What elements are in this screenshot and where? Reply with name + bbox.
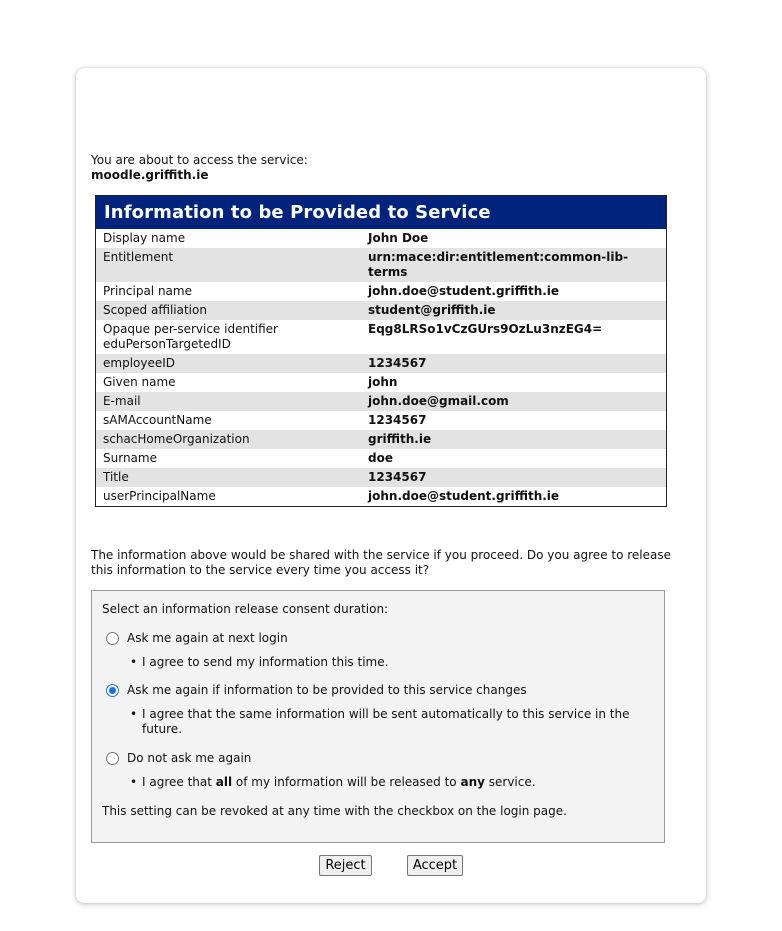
attribute-label: Title — [103, 470, 129, 484]
attribute-value: 1234567 — [368, 413, 427, 427]
attribute-value: john — [368, 375, 398, 389]
table-heading: Information to be Provided to Service — [96, 196, 666, 229]
attribute-label: Display name — [103, 231, 186, 245]
option-next-login[interactable] — [102, 630, 654, 646]
attribute-label: Entitlement — [103, 250, 174, 264]
option-do-not-ask[interactable] — [102, 750, 654, 766]
table-row — [96, 248, 666, 282]
attributes-table — [95, 195, 667, 507]
table-body — [96, 229, 666, 506]
intro-text — [91, 153, 308, 183]
reject-button[interactable]: Reject — [319, 855, 372, 876]
option-next-login-label[interactable]: Ask me again at next login — [127, 631, 288, 645]
attribute-label: Scoped affiliation — [103, 303, 207, 317]
table-row — [96, 487, 666, 506]
table-row — [96, 411, 666, 430]
attribute-label: Surname — [103, 451, 157, 465]
table-row — [96, 229, 666, 248]
table-row — [96, 392, 666, 411]
bullet-icon: • — [130, 775, 138, 789]
note-emphasis-any: any — [460, 775, 485, 789]
service-name: moodle.griffith.ie — [91, 168, 209, 182]
attribute-value: John Doe — [368, 231, 429, 245]
attribute-value: Eqg8LRSo1vCzGUrs9OzLu3nzEG4= — [368, 322, 603, 336]
note-part: service. — [484, 775, 536, 789]
consent-question: The information above would be shared with the service if you proceed. Do you agree to release this information to the service every time you access it? — [91, 548, 672, 577]
option-next-login-note — [130, 655, 654, 670]
attribute-value: 1234567 — [368, 356, 427, 370]
attribute-label: schacHomeOrganization — [103, 432, 250, 446]
attribute-label: sAMAccountName — [103, 413, 212, 427]
attribute-value: john.doe@student.griffith.ie — [368, 284, 560, 298]
option-do-not-ask-label[interactable]: Do not ask me again — [127, 751, 252, 765]
table-row — [96, 282, 666, 301]
radio-info-changes[interactable] — [106, 684, 119, 697]
accept-button[interactable]: Accept — [407, 855, 463, 876]
attribute-value: urn:mace:dir:entitlement:common-lib-terms — [368, 250, 629, 279]
table-row — [96, 301, 666, 320]
attribute-label: Principal name — [103, 284, 192, 298]
table-row — [96, 320, 666, 354]
note-text: I agree to send my information this time. — [142, 655, 389, 669]
attribute-label: Opaque per-service identifier eduPersonTargetedID — [103, 322, 278, 351]
radio-do-not-ask[interactable] — [106, 752, 119, 765]
table-row — [96, 354, 666, 373]
intro-line: You are about to access the service: — [91, 153, 308, 167]
attribute-value: john.doe@student.griffith.ie — [368, 489, 560, 503]
option-do-not-ask-note — [130, 775, 654, 790]
note-emphasis-all: all — [215, 775, 233, 789]
consent-duration-panel — [91, 590, 665, 843]
attribute-label: E-mail — [103, 394, 141, 408]
attribute-label: employeeID — [103, 356, 176, 370]
attribute-value: 1234567 — [368, 470, 427, 484]
consent-title: Select an information release consent duration: — [102, 602, 389, 616]
note-part: I agree that — [142, 775, 216, 789]
bullet-icon: • — [130, 655, 138, 669]
option-info-changes-note — [130, 707, 654, 737]
option-info-changes[interactable] — [102, 682, 654, 698]
radio-next-login[interactable] — [106, 632, 119, 645]
attribute-value: griffith.ie — [368, 432, 432, 446]
table-row — [96, 468, 666, 487]
attribute-value: doe — [368, 451, 393, 465]
note-part: of my information will be released to — [232, 775, 461, 789]
bullet-icon: • — [130, 707, 138, 721]
revoke-note: This setting can be revoked at any time with the checkbox on the login page. — [102, 804, 567, 818]
attribute-label: userPrincipalName — [103, 489, 216, 503]
attribute-label: Given name — [103, 375, 176, 389]
table-row — [96, 449, 666, 468]
attribute-value: student@griffith.ie — [368, 303, 496, 317]
table-row — [96, 373, 666, 392]
table-row — [96, 430, 666, 449]
note-text — [142, 775, 536, 790]
note-text: I agree that the same information will be sent automatically to this service in the future. — [142, 707, 630, 736]
attribute-value: john.doe@gmail.com — [368, 394, 509, 408]
option-info-changes-label[interactable]: Ask me again if information to be provided to this service changes — [127, 683, 527, 697]
